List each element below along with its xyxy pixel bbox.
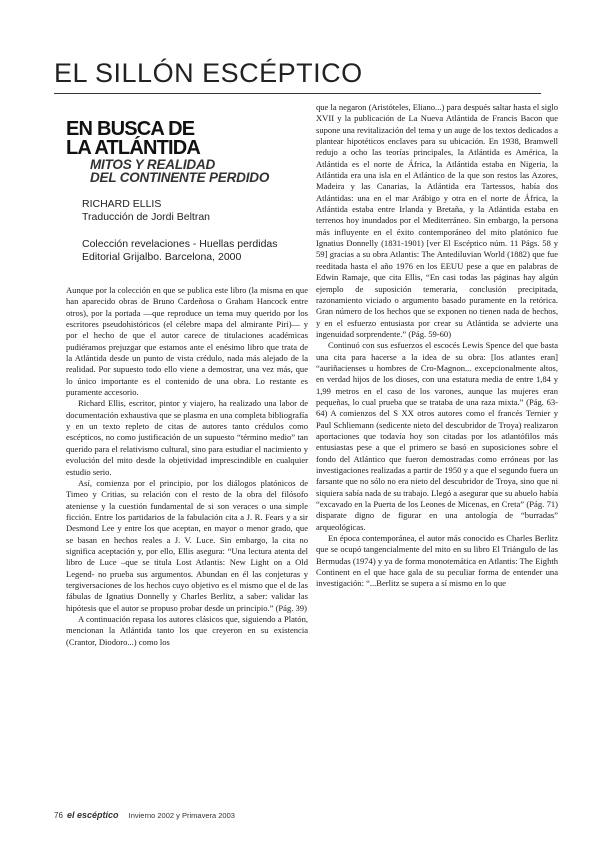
magazine-name: el escéptico: [67, 810, 119, 820]
book-collection: Colección revelaciones - Huellas perdidas: [82, 237, 278, 250]
paragraph: Richard Ellis, escritor, pintor y viajero, ha realizado una labor de documentación exhaustiva que se plasma en una completa bibliografía y en un texto repleto de citas de autores tanto crédulos como escépticos, no como justificación de un supuesto “término medio” tan querido para el relativismo cultural, sino para estudiar el nacimiento y evolución del mito desde la objetividad imprescindible en cualquier estudio serio.: [66, 398, 308, 477]
book-author: RICHARD ELLIS: [82, 198, 162, 210]
section-title: EL SILLÓN ESCÉPTICO: [54, 58, 363, 88]
paragraph: A continuación repasa los autores clásicos que, siguiendo a Platón, mencionan la Atlántida tanto los que creyeron en su existencia (Crantor, Diodoro...) como los: [66, 613, 308, 647]
page-number: 76: [54, 811, 63, 820]
book-feature: [66, 120, 304, 264]
book-title-line-2: LA ATLÁNTIDA: [66, 137, 201, 159]
paragraph: que la negaron (Aristóteles, Eliano...) para después saltar hasta el siglo XVII y la publicación de La Nueva Atlántida de Francis Bacon que supone una revitalización del tema y un auge de los textos dedicados a plantear hipotéticos enclaves para su ubicación. En 1938, Bramwell redujo a ocho las teorías principales, la Atlántida es América, la Atlántida es el norte de África, la Atlántida estaba en Nigeria, la Atlántida era una isla en el Atlántico de la que son restos las Azores, Madeira y las Canarias, la Atlántida era Tartessos, había dos Atlántidas: una en el mar Arábigo y otra en el norte de África, la Atlántida estaba entre Irlanda y Bretaña, y la Atlántida estaba en terrenos hoy inundados por el Mediterráneo. Sin embargo, la persona más influyente en el éxito contemporáneo del mito platónico fue Ignatius Donnelly (1831-1901) [ver El Escéptico núm. 11 Págs. 58 y 59] gracias a su obra Atlantis: The Antediluvian World (1882) que fue reeditada hasta el año 1976 en los EEUU pese a que en palabras de Edwin Ramaje, que cita Ellis, “En casi todas las páginas hay algún ejemplo de suposición temeraria, conclusión precipitada, razonamiento viciado o argumento basado puramente en la retórica. Gran número de los hechos que se exponen no tienen nada de hechos, y en el esfuerzo entusiasta por crear su Atlántida se advierte una ingenuidad sorprendente.” (Pág. 59-60): [316, 102, 558, 339]
issue-label: Invierno 2002 y Primavera 2003: [128, 811, 235, 820]
section-header: [54, 58, 541, 88]
left-column: [66, 285, 308, 648]
page-footer: [54, 810, 541, 820]
header-rule: [54, 93, 541, 94]
paragraph: En época contemporánea, el autor más conocido es Charles Berlitz que se ocupó tangencialmente del mito en su libro El Triángulo de las Bermudas (1974) y ya de forma monotemática en Atlantis: The Eighth Continent en el que hace gala de su peculiar forma de entender una investigación: “...Berlitz se supera a sí mismo en lo que: [316, 533, 558, 589]
book-subtitle-line-2: DEL CONTINENTE PERDIDO: [90, 170, 270, 185]
book-credits: [82, 198, 304, 264]
paragraph: Aunque por la colección en que se publica este libro (la misma en que han aparecido obras de Bruno Cardeñosa o Graham Hancock entre otros), por la portada —que reproduce un tema muy querido por los escritores pseudohistóricos (el célebre mapa del almirante Piri)— y por el hecho de que el autor carece de titulaciones académicas pudiéramos prejuzgar que estamos ante el enésimo libro que trata de la Atlántida desde un punto de vista crédulo, nada más alejado de la realidad. Por supuesto todo ello viene a demostrar, una vez más, que lo único importante es el contenido de una obra. Lo restante es puramente accesorio.: [66, 285, 308, 398]
book-title-line-1: EN BUSCA DE: [66, 118, 195, 140]
book-publisher: Editorial Grijalbo. Barcelona, 2000: [82, 250, 242, 263]
right-column: [316, 102, 558, 590]
paragraph: Así, comienza por el principio, por los diálogos platónicos de Timeo y Critias, su relación con el resto de la obra del filósofo ateniense y la cuestión fundamental de si son veraces o una simple ficción. Entre los partidarios de la fabulación cita a J. R. Fears y a sir Desmond Lee y entre los que aceptan, en mayor o menor grado, que se basan en hechos reales a J. V. Luce. Sin embargo, la cita no significa aceptación y, por ello, Ellis asegura: “Una lectura atenta del libro de Luce –que se titula Lost Atlantis: New Light on a Old Legend- no prueba sus argumentos. Abundan en él las conjeturas y tergiversaciones de los hechos cuyo objetivo es el mismo que el de las fábulas de Ignatius Donnelly y Charles Berlitz, a saber: validar las hipótesis que el autor se propuso probar desde un principio.” (Pág. 39): [66, 477, 308, 613]
paragraph: Continuó con sus esfuerzos el escocés Lewis Spence del que basta una cita para hacerse a la idea de su obra: [los atlantes eran] “auriñacienses u hombres de Cro-Magnon... excepcionalmente altos, en verdad hijos de los dioses, con una estatura media de entre 1,84 y 1,99 metros en el caso de los varones, aunque las mujeres eran pequeñas, lo cual prueba que se trataba de una raza mixta.” (Pág. 63-64) A comienzos del S XX otros autores como el francés Ternier y Paul Schliemann (sedicente nieto del descubridor de Troya) realizaron aportaciones que todavía hoy son citadas por los atlantófilos más entusiastas pese a que el primero se basó en suposiciones sobre el fondo del Atlántico que fueron demostradas como erróneas por las investigaciones realizadas a partir de 1950 y a que el segundo fuera un farsante que no sólo no era nieto del descubridor de Troya, sino que ni siquiera sabía nada de su trabajo. Llegó a asegurar que su abuelo había “excavado en la Puerta de los Leones de Micenas, en Creta” (Pág. 71) disparate digno de figurar en una antología de “burradas” arqueológicas.: [316, 340, 558, 532]
book-subtitle-line-1: MITOS Y REALIDAD: [90, 157, 216, 172]
book-translator: Traducción de Jordi Beltran: [82, 211, 211, 224]
